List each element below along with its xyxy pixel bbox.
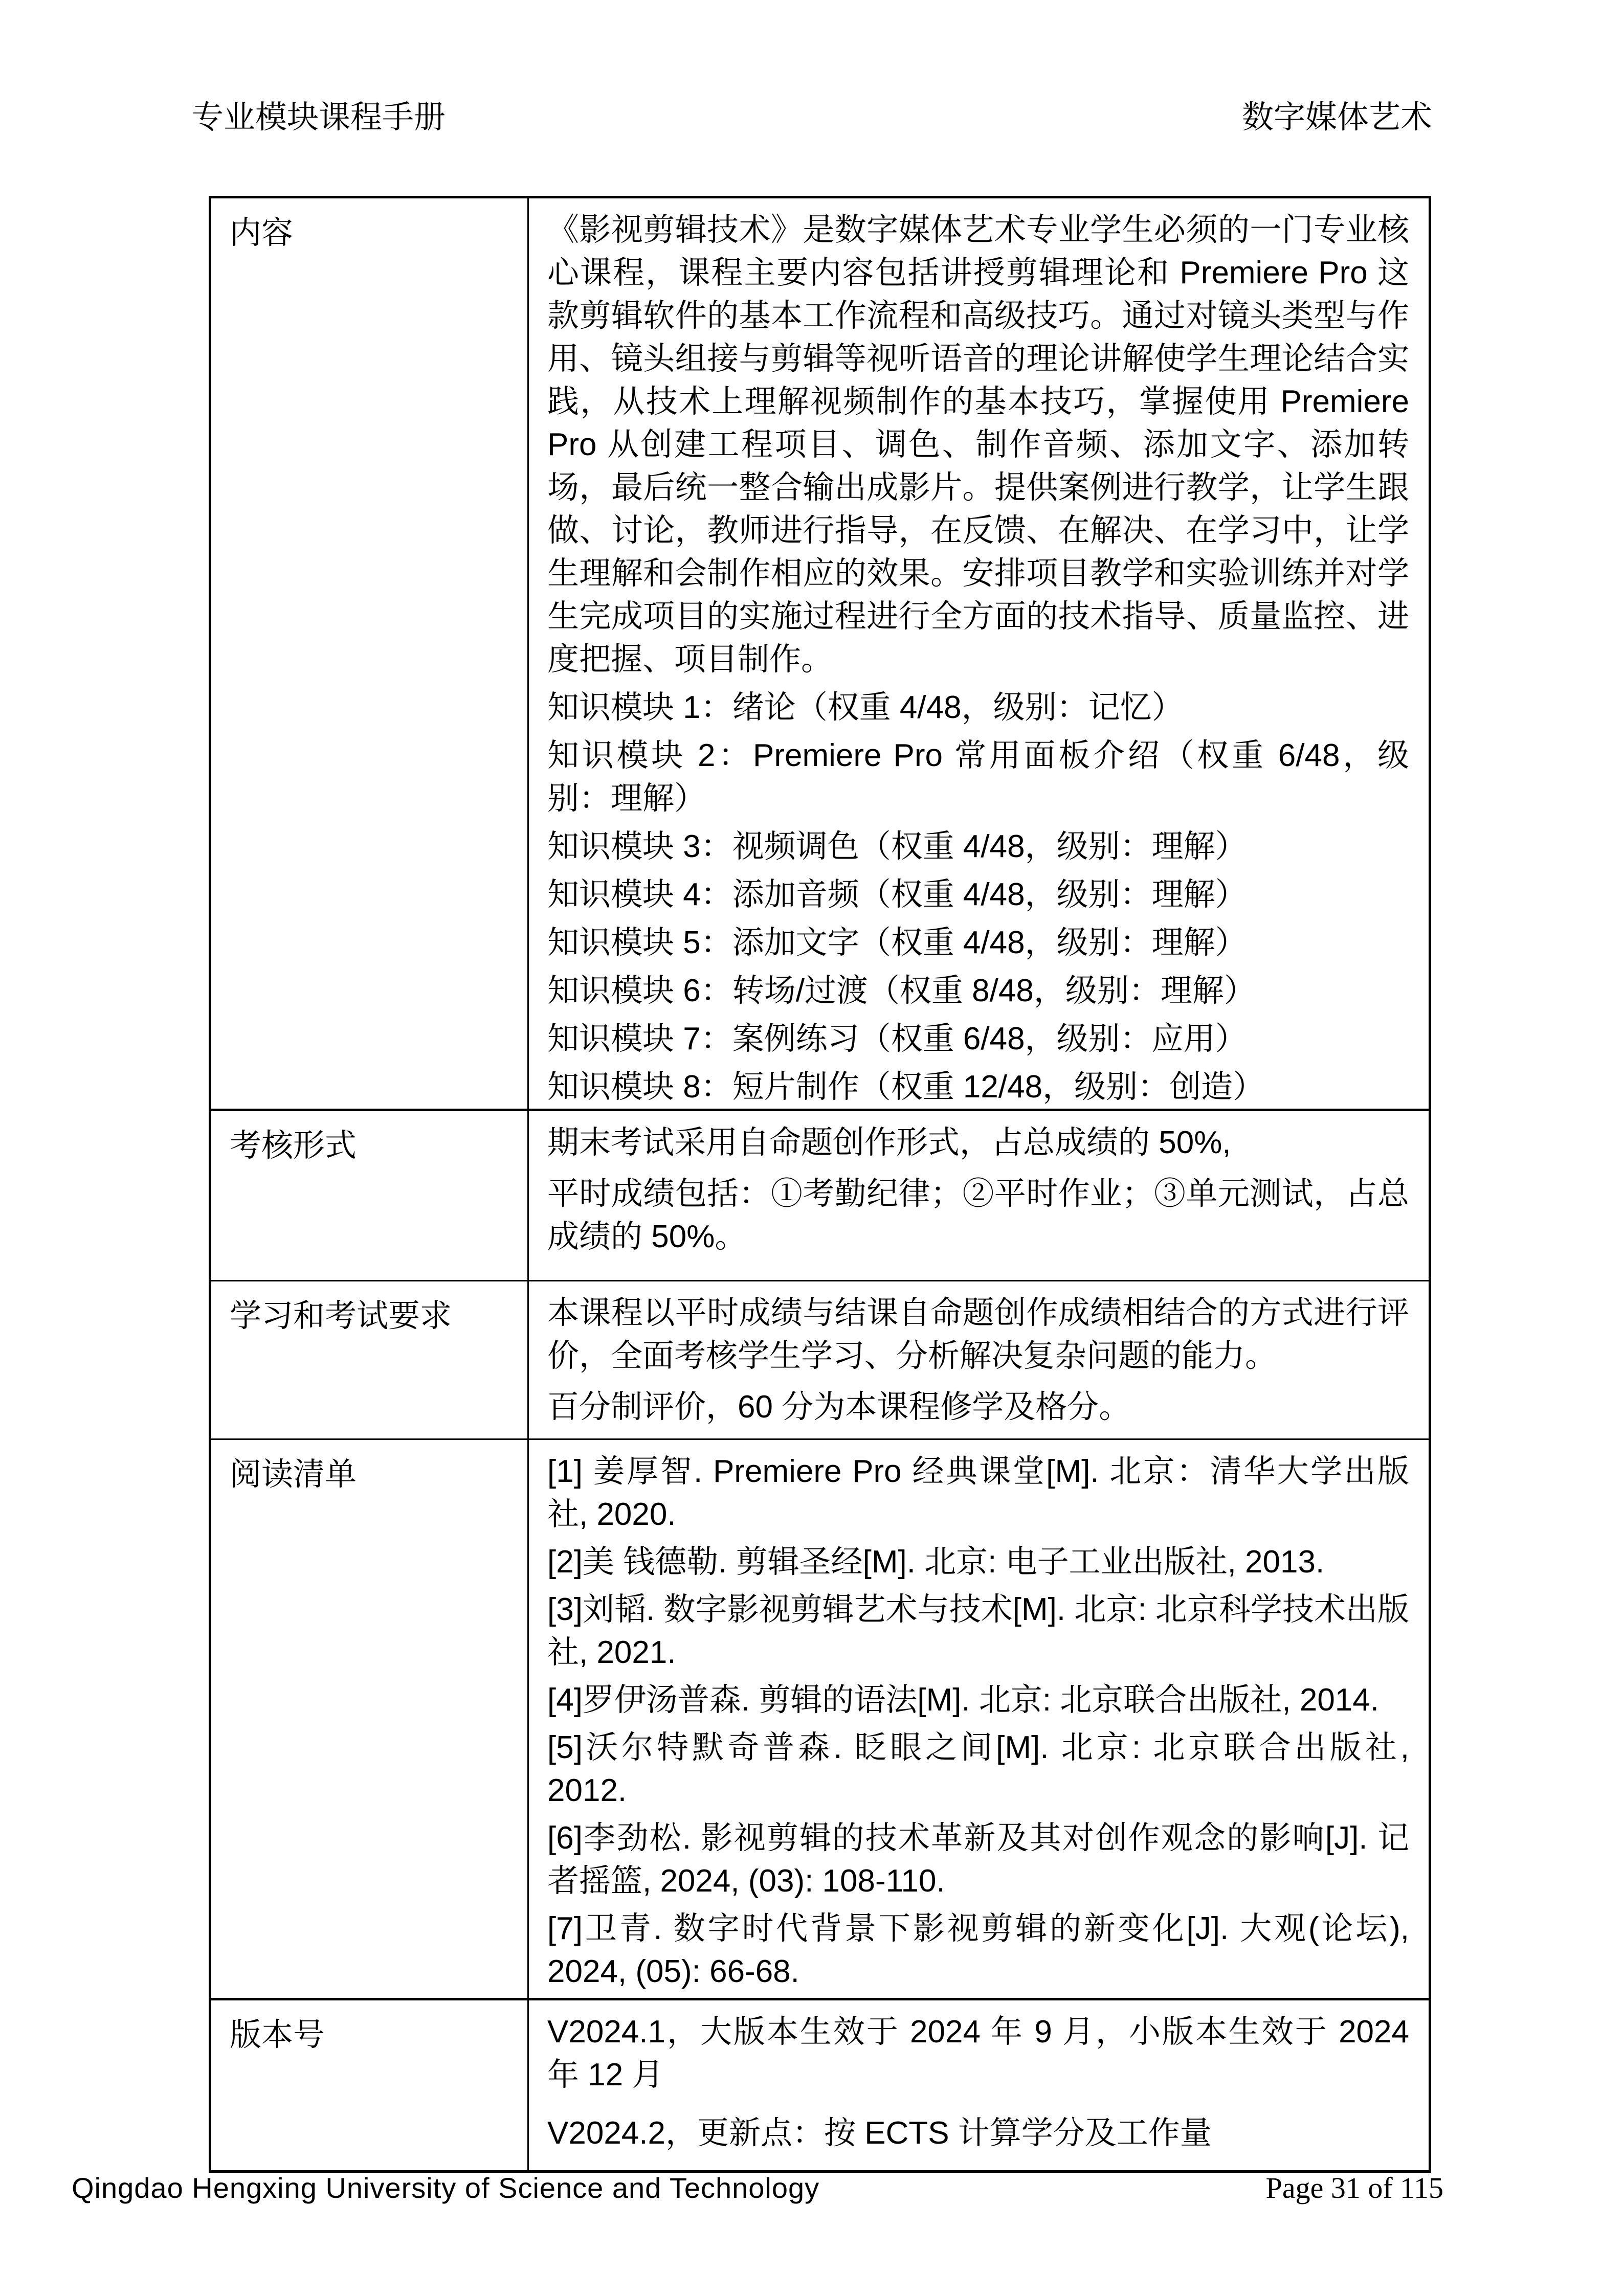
requirements-line: 本课程以平时成绩与结课自命题创作成绩相结合的方式进行评价，全面考核学生学习、分析解决复杂问题的能力。 bbox=[547, 1295, 1409, 1374]
version-line: V2024.2，更新点：按 ECTS 计算学分及工作量 bbox=[547, 2115, 1212, 2151]
knowledge-module-line: 知识模块 6：转场/过渡（权重 8/48，级别：理解） bbox=[547, 973, 1256, 1008]
content-cell-assessment bbox=[528, 1110, 1430, 1281]
knowledge-module-line: 知识模块 3：视频调色（权重 4/48，级别：理解） bbox=[547, 829, 1247, 864]
row-label-requirements: 学习和考试要求 bbox=[210, 1281, 528, 1439]
assessment-line: 期末考试采用自命题创作形式，占总成绩的 50%, bbox=[547, 1125, 1231, 1160]
knowledge-module-line: 知识模块 1：绪论（权重 4/48，级别：记忆） bbox=[547, 690, 1184, 725]
version-line: V2024.1，大版本生效于 2024 年 9 月，小版本生效于 2024 年 12 月 bbox=[547, 2014, 1409, 2092]
assessment-line: 平时成绩包括：①考勤纪律；②平时作业；③单元测试，占总成绩的 50%。 bbox=[547, 1176, 1409, 1254]
header-left-title: 专业模块课程手册 bbox=[192, 100, 446, 135]
table-row-reading-list bbox=[210, 1439, 1430, 1999]
content-cell-reading-list bbox=[528, 1439, 1430, 1999]
reading-list-item: [3]刘韬. 数字影视剪辑艺术与技术[M]. 北京: 北京科学技术出版社, 2021. bbox=[547, 1592, 1409, 1670]
page-footer bbox=[72, 2171, 1443, 2205]
reading-list-item: [1] 姜厚智. Premiere Pro 经典课堂[M]. 北京：清华大学出版社, 2020. bbox=[547, 1454, 1409, 1532]
knowledge-module-line: 知识模块 7：案例练习（权重 6/48，级别：应用） bbox=[547, 1021, 1247, 1056]
table-row-requirements bbox=[210, 1281, 1430, 1439]
reading-list-item: [5]沃尔特默奇普森. 眨眼之间[M]. 北京: 北京联合出版社, 2012. bbox=[547, 1730, 1409, 1808]
reading-list-item: [4]罗伊汤普森. 剪辑的语法[M]. 北京: 北京联合出版社, 2014. bbox=[547, 1682, 1379, 1718]
table-row-version bbox=[210, 1999, 1430, 2172]
knowledge-module-line: 知识模块 5：添加文字（权重 4/48，级别：理解） bbox=[547, 925, 1247, 960]
course-description-paragraph: 《影视剪辑技术》是数字媒体艺术专业学生必须的一门专业核心课程，课程主要内容包括讲授剪辑理论和 Premiere Pro 这款剪辑软件的基本工作流程和高级技巧。通过对镜头类型与作用、镜头组接与剪辑等视听语音的理论讲解使学生理论结合实践，从技术上理解视频制作的基本技巧，掌握使用 Premiere Pro 从创建工程项目、调色、制作音频、添加文字、添加转场，最后统一整合输出成影片。提供案例进行教学，让学生跟做、讨论，教师进行指导，在反馈、在解决、在学习中，让学生理解和会制作相应的效果。安排项目教学和实验训练并对学生完成项目的实施过程进行全方面的技术指导、质量监控、进度把握、项目制作。 bbox=[547, 212, 1409, 677]
content-cell-description bbox=[528, 197, 1430, 1110]
footer-university-name: Qingdao Hengxing University of Science and Technology bbox=[72, 2172, 820, 2204]
content-cell-requirements bbox=[528, 1281, 1430, 1439]
row-label-assessment: 考核形式 bbox=[210, 1110, 528, 1281]
page-header bbox=[192, 97, 1432, 138]
reading-list-item: [6]李劲松. 影视剪辑的技术革新及其对创作观念的影响[J]. 记者摇篮, 2024, (03): 108-110. bbox=[547, 1820, 1409, 1899]
content-cell-version bbox=[528, 1999, 1430, 2172]
course-info-table bbox=[209, 196, 1431, 2173]
reading-list-item: [7]卫青. 数字时代背景下影视剪辑的新变化[J]. 大观(论坛), 2024, (05): 66-68. bbox=[547, 1911, 1409, 1989]
row-label-reading-list: 阅读清单 bbox=[210, 1439, 528, 1999]
requirements-line: 百分制评价，60 分为本课程修学及格分。 bbox=[547, 1389, 1131, 1425]
footer-page-number: Page 31 of 115 bbox=[1265, 2171, 1443, 2204]
row-label-content: 内容 bbox=[210, 197, 528, 1110]
knowledge-module-line: 知识模块 8：短片制作（权重 12/48，级别：创造） bbox=[547, 1069, 1265, 1105]
knowledge-module-line: 知识模块 2：Premiere Pro 常用面板介绍（权重 6/48，级别：理解） bbox=[547, 738, 1409, 816]
row-label-version: 版本号 bbox=[210, 1999, 528, 2172]
table-row-content bbox=[210, 197, 1430, 1110]
table-row-assessment bbox=[210, 1110, 1430, 1281]
header-right-title: 数字媒体艺术 bbox=[1241, 100, 1432, 135]
knowledge-module-line: 知识模块 4：添加音频（权重 4/48，级别：理解） bbox=[547, 877, 1247, 912]
reading-list-item: [2]美 钱德勒. 剪辑圣经[M]. 北京: 电子工业出版社, 2013. bbox=[547, 1544, 1325, 1580]
